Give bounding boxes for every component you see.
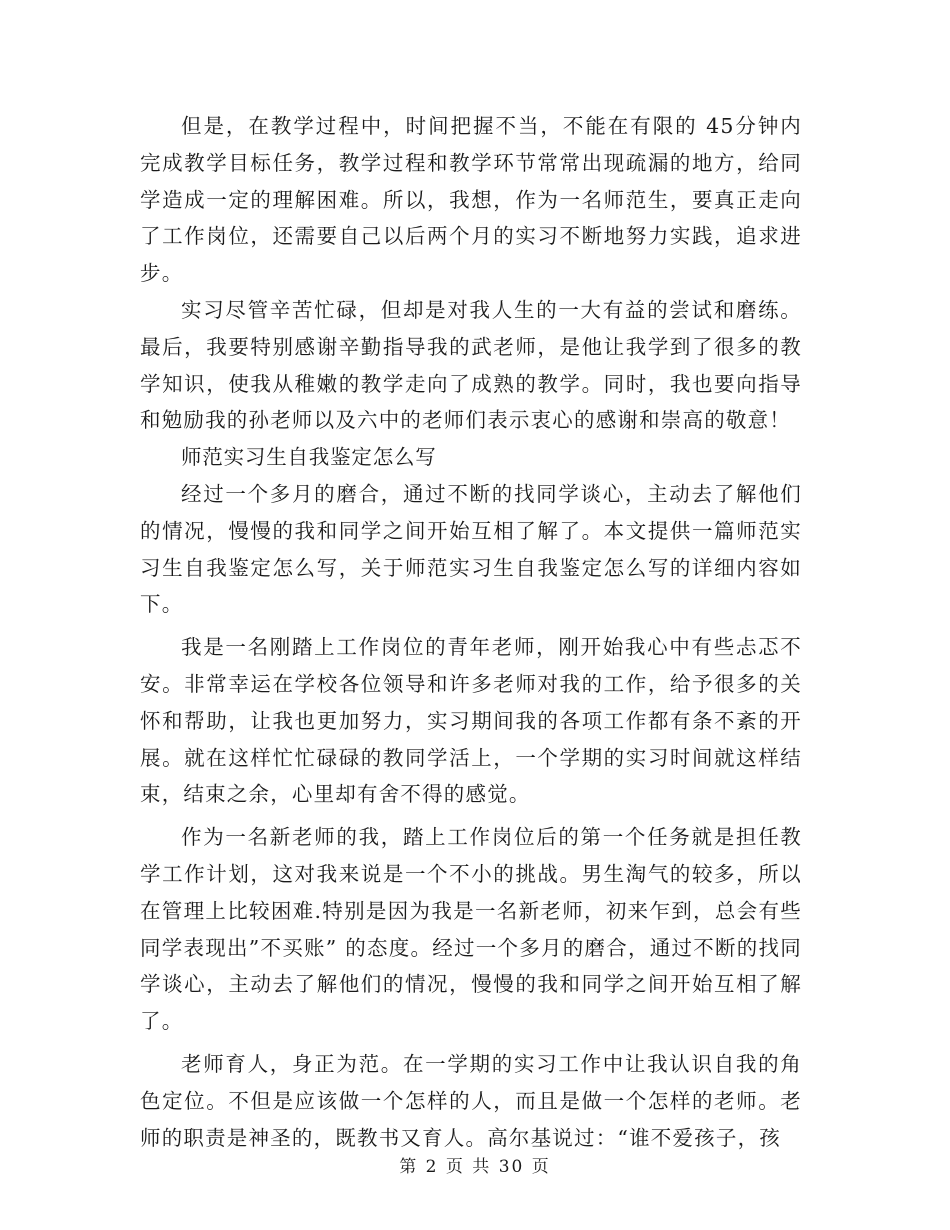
paragraph-thanks: 实习尽管辛苦忙碌，但却是对我人生的一大有益的尝试和磨练。最后，我要特别感谢辛勤指导我的武老师，是他让我学到了很多的教学知识，使我从稚嫩的教学走向了成熟的教学。同时，我也要向指导和勉励我的孙老师以及六中的老师们表示衷心的感谢和崇高的敬意！ xyxy=(140,297,802,433)
paragraph-first-task: 作为一名新老师的我，踏上工作岗位后的第一个任务就是担任教学工作计划，这对我来说是一个不小的挑战。男生淘气的较多，所以在管理上比较困难.特别是因为我是一名新老师，初来乍到，总会有些同学表现出”不买账” 的态度。经过一个多月的磨合，通过不断的找同学谈心，主动去了解他们的情况，慢慢的我和同学之间开始互相了解了。 xyxy=(140,825,802,1034)
paragraph-new-teacher: 我是一名刚踏上工作岗位的青年老师，刚开始我心中有些忐忑不安。非常幸运在学校各位领导和许多老师对我的工作，给予很多的关怀和帮助，让我也更加努力，实习期间我的各项工作都有条不紊的开展。就在这样忙忙碌碌的教同学活上，一个学期的实习时间就这样结束，结束之余，心里却有舍不得的感觉。 xyxy=(140,635,802,807)
paragraph-role: 老师育人，身正为范。在一学期的实习工作中让我认识自我的角色定位。不但是应该做一个怎样的人，而且是做一个怎样的老师。老师的职责是神圣的，既教书又育人。高尔基说过：“谁不爱孩子，孩 xyxy=(140,1051,802,1150)
paragraph-intro: 经过一个多月的磨合，通过不断的找同学谈心，主动去了解他们的情况，慢慢的我和同学之间开始互相了解了。本文提供一篇师范实习生自我鉴定怎么写，关于师范实习生自我鉴定怎么写的详细内容如下。 xyxy=(140,481,802,617)
section-heading: 师范实习生自我鉴定怎么写 xyxy=(181,445,437,470)
page-footer: 第 2 页 共 30 页 xyxy=(399,1157,551,1177)
paragraph-teaching-time: 但是，在教学过程中，时间把握不当，不能在有限的 45分钟内完成教学目标任务，教学过程和教学环节常常出现疏漏的地方，给同学造成一定的理解困难。所以，我想，作为一名师范生，要真正走向了工作岗位，还需要自己以后两个月的实习不断地努力实践，追求进步。 xyxy=(140,114,802,286)
document-body xyxy=(140,108,802,1156)
